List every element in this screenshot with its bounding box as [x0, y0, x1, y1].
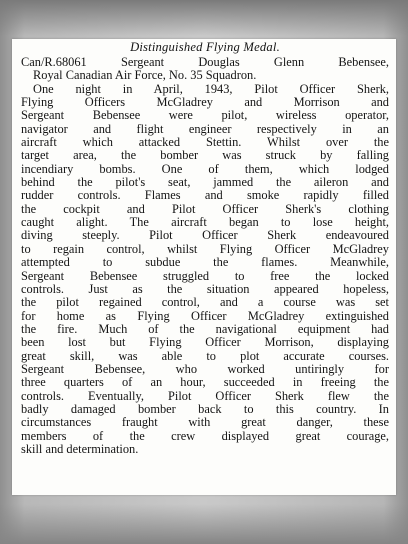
citation-body — [21, 83, 389, 457]
citation-line: skill and determination. — [21, 441, 139, 456]
citation-line: for home as Flying Officer McGladrey extinguished — [21, 308, 389, 323]
citation-line: target area, the bomber was struck by falling — [21, 148, 389, 163]
citation-line: rudder controls. Flames and smoke rapidly filled — [21, 188, 389, 203]
citation-line: the pilot regained control, and a course was set — [21, 295, 389, 310]
newspaper-clipping — [12, 39, 396, 495]
citation-line: been lost but Flying Officer Morrison, displaying — [21, 335, 389, 350]
citation-line: great skill, was able to plot accurate courses. — [21, 348, 389, 363]
page-top-shadow — [0, 0, 408, 36]
page-bottom-shadow — [0, 504, 408, 544]
clipping-text — [21, 39, 389, 456]
citation-line: incendiary bombs. One of them, which lodged — [21, 161, 389, 176]
citation-line: controls. Just as the situation appeared hopeless, — [21, 281, 389, 296]
citation-line: Flying Officers McGladrey and Morrison and — [21, 95, 389, 110]
citation-line: circumstances fraught with great danger, these — [21, 415, 389, 430]
citation-line: the fire. Much of the navigational equipment had — [21, 321, 389, 336]
citation-line: members of the crew displayed great courage, — [21, 428, 389, 443]
citation-line: badly damaged bomber back to this country. In — [21, 401, 389, 416]
citation-line: diving steeply. Pilot Officer Sherk endeavoured — [21, 228, 389, 243]
citation-line: to regain control, whilst Flying Officer McGladrey — [21, 241, 389, 256]
award-heading: Distinguished Flying Medal. — [130, 40, 280, 54]
citation-line: caught alight. The aircraft began to lose height, — [21, 215, 389, 230]
citation-line: Sergeant Bebensee were pilot, wireless operator, — [21, 108, 389, 123]
citation-line: three quarters of an hour, succeeded in freeing the — [21, 375, 389, 390]
citation-line: navigator and flight engineer respectively in an — [21, 121, 389, 136]
recipient-intro — [21, 56, 389, 83]
citation-line: controls. Eventually, Pilot Officer Sherk flew the — [21, 388, 389, 403]
citation-line: Sergeant Bebensee struggled to free the locked — [21, 268, 389, 283]
intro-line: Royal Canadian Air Force, No. 35 Squadron. — [33, 68, 257, 83]
citation-line: attempted to subdue the flames. Meanwhile, — [21, 255, 389, 270]
citation-line: aircraft which attacked Stettin. Whilst over the — [21, 135, 389, 150]
citation-line: the cockpit and Pilot Officer Sherk's clothing — [21, 201, 389, 216]
citation-line: behind the pilot's seat, jammed the aileron and — [21, 175, 389, 190]
citation-line: One night in April, 1943, Pilot Officer Sherk, — [33, 81, 389, 96]
citation-line: Sergeant Bebensee, who worked untiringly for — [21, 361, 389, 376]
intro-line: Can/R.68061 Sergeant Douglas Glenn Bebensee, — [21, 55, 389, 69]
